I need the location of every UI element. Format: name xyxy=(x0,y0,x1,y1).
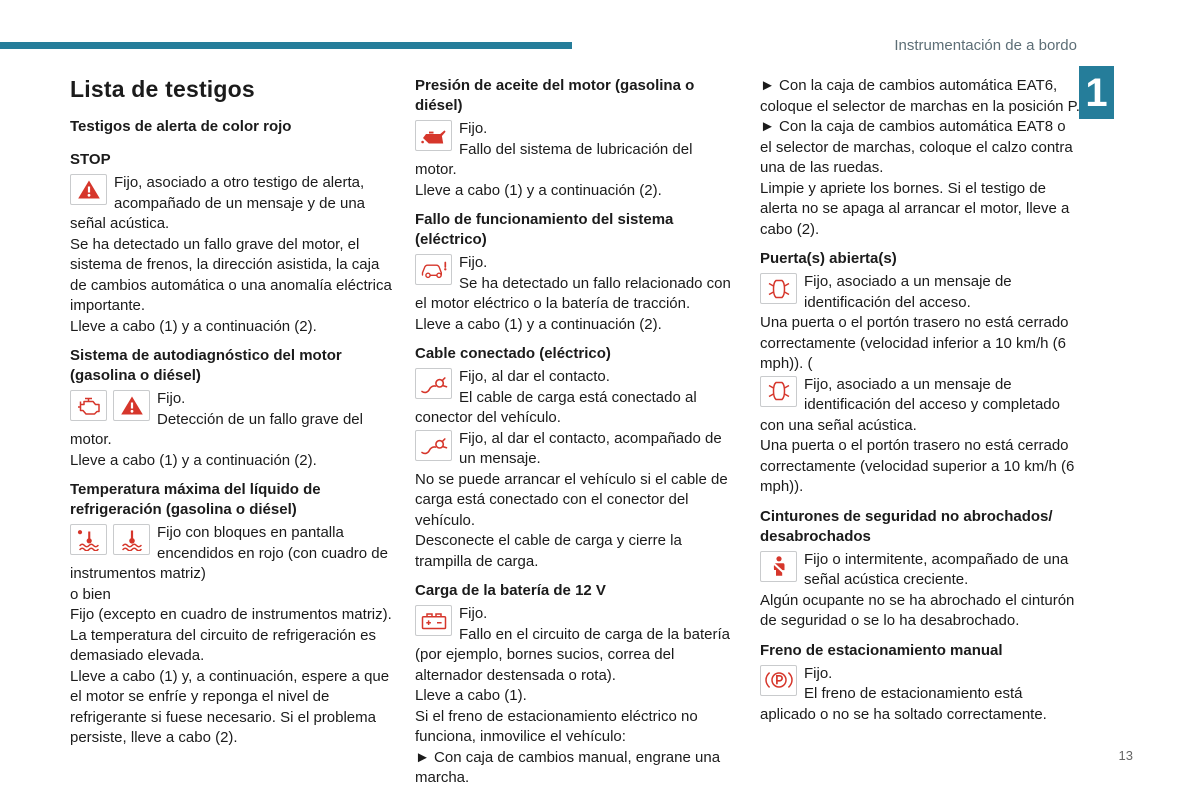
icon-paragraph: Fijo. El freno de estacionamiento está aplicado o no se ha soltado correctamente. xyxy=(760,664,1047,723)
section-heading: Temperatura máxima del líquido de refrigeración (gasolina o diésel) xyxy=(70,481,321,518)
icon-paragraph: Fijo, asociado a un mensaje de identificación del acceso y completado con una señal acústica. xyxy=(760,375,1060,434)
section-heading: Presión de aceite del motor (gasolina o diésel) xyxy=(415,77,695,114)
body-paragraph: ► Con la caja de cambios automática EAT6, coloque el selector de marchas en la posición P. xyxy=(760,77,1080,115)
body-paragraph: Lleve a cabo (1). xyxy=(415,687,527,704)
electric-system-fault-icon xyxy=(415,254,452,285)
charging-cable-icon xyxy=(415,368,452,399)
column-3 xyxy=(760,76,1080,725)
section-heading: Cinturones de seguridad no abrochados/ desabrochados xyxy=(760,507,1053,545)
parking-brake-icon xyxy=(760,665,797,696)
icon-paragraph: Fijo, al dar el contacto, acompañado de un mensaje. xyxy=(415,429,738,470)
body-paragraph: Algún ocupante no se ha abrochado el cinturón de seguridad o se lo ha desabrochado. xyxy=(760,591,1075,629)
icon-paragraph: Fijo, asociado a otro testigo de alerta, acompañado de un mensaje y de una señal acústica. xyxy=(70,174,366,232)
body-paragraph: Una puerta o el portón trasero no está cerrado correctamente (velocidad inferior a 10 km/h (6 mph)). ( xyxy=(760,314,1069,372)
body-paragraph: Lleve a cabo (1) y a continuación (2). xyxy=(415,315,662,333)
body-paragraph: Lleve a cabo (1) y a continuación (2). xyxy=(70,317,317,335)
body-paragraph: No se puede arrancar el vehículo si el cable de carga está conectado con el conector del vehículo. xyxy=(415,470,728,529)
body-paragraph: La temperatura del circuito de refrigeración es demasiado elevada. xyxy=(70,626,376,664)
body-paragraph: Se ha detectado un fallo grave del motor, el sistema de frenos, la dirección asistida, la caja de cambios automática o una anomalía eléctrica importante. xyxy=(70,235,392,314)
section-heading: Carga de la batería de 12 V xyxy=(415,582,606,599)
column-2 xyxy=(415,76,738,789)
header-rule xyxy=(0,42,572,49)
column-1 xyxy=(70,76,392,749)
section-heading: Freno de estacionamiento manual xyxy=(760,641,1003,659)
page-subtitle: Testigos de alerta de color rojo xyxy=(70,118,292,135)
section-heading: Fallo de funcionamiento del sistema (eléctrico) xyxy=(415,211,674,248)
coolant-max-icon xyxy=(113,524,150,555)
oil-pressure-icon xyxy=(415,120,452,151)
warning-triangle-icon xyxy=(70,174,107,205)
body-paragraph: o bien xyxy=(70,585,111,603)
body-paragraph: Si el freno de estacionamiento eléctrico no funciona, inmovilice el vehículo: xyxy=(415,707,698,745)
body-paragraph: Desconecte el cable de carga y cierre la trampilla de carga. xyxy=(415,532,682,570)
body-paragraph: Lleve a cabo (1) y, a continuación, espere a que el motor se enfríe y reponga el nivel de refrigerante si fuese necesario. Si el problema persiste, lleve a cabo (2). xyxy=(70,667,390,746)
section-heading: Cable conectado (eléctrico) xyxy=(415,345,611,362)
doors-open-icon xyxy=(760,273,797,304)
icon-paragraph: Fijo o intermitente, acompañado de una señal acústica creciente. xyxy=(760,550,1080,591)
header-section-label: Instrumentación de a bordo xyxy=(894,37,1077,54)
battery-charge-icon xyxy=(415,605,452,636)
charging-cable-icon xyxy=(415,430,452,461)
icon-paragraph: Fijo. Se ha detectado un fallo relacionado con el motor eléctrico o la batería de tracción. xyxy=(415,254,731,312)
engine-icon xyxy=(70,390,107,421)
body-paragraph: ► Con caja de cambios manual, engrane una marcha. xyxy=(415,748,721,786)
body-paragraph: Fijo (excepto en cuadro de instrumentos matriz). xyxy=(70,606,392,623)
page-title: Lista de testigos xyxy=(70,76,255,102)
doors-open-icon xyxy=(760,376,797,407)
icon-paragraph: Fijo. Detección de un fallo grave del motor. xyxy=(70,390,363,448)
coolant-max-matrix-icon xyxy=(70,524,107,555)
body-paragraph: ► Con la caja de cambios automática EAT8 o el selector de marchas, coloque el calzo contra una de las ruedas. xyxy=(760,118,1073,176)
section-heading: Sistema de autodiagnóstico del motor (gasolina o diésel) xyxy=(70,347,342,384)
seatbelt-icon xyxy=(760,551,797,582)
icon-paragraph: Fijo. Fallo en el circuito de carga de la batería (por ejemplo, bornes sucios, correa del alternador destensada o rota). xyxy=(415,605,730,684)
icon-paragraph: Fijo. Fallo del sistema de lubricación del motor. xyxy=(415,120,693,178)
section-heading: STOP xyxy=(70,151,111,168)
icon-paragraph: Fijo, asociado a un mensaje de identificación del acceso. xyxy=(760,272,1080,313)
body-paragraph: Limpie y apriete los bornes. Si el testigo de alerta no se apaga al arrancar el motor, lleve a cabo (2). xyxy=(760,179,1070,238)
icon-paragraph: Fijo, al dar el contacto. El cable de carga está conectado al conector del vehículo. xyxy=(415,368,697,426)
warning-triangle-icon xyxy=(113,390,150,421)
chapter-number: 1 xyxy=(1085,70,1108,115)
chapter-tab xyxy=(1079,66,1114,119)
body-paragraph: Una puerta o el portón trasero no está cerrado correctamente (velocidad superior a 10 km/h (6 mph)). xyxy=(760,437,1075,495)
page-number: 13 xyxy=(1118,748,1133,763)
section-heading: Puerta(s) abierta(s) xyxy=(760,250,897,267)
body-paragraph: Lleve a cabo (1) y a continuación (2). xyxy=(70,451,317,469)
body-paragraph: Lleve a cabo (1) y a continuación (2). xyxy=(415,181,662,199)
icon-paragraph: Fijo con bloques en pantalla encendidos en rojo (con cuadro de instrumentos matriz) xyxy=(70,524,388,582)
